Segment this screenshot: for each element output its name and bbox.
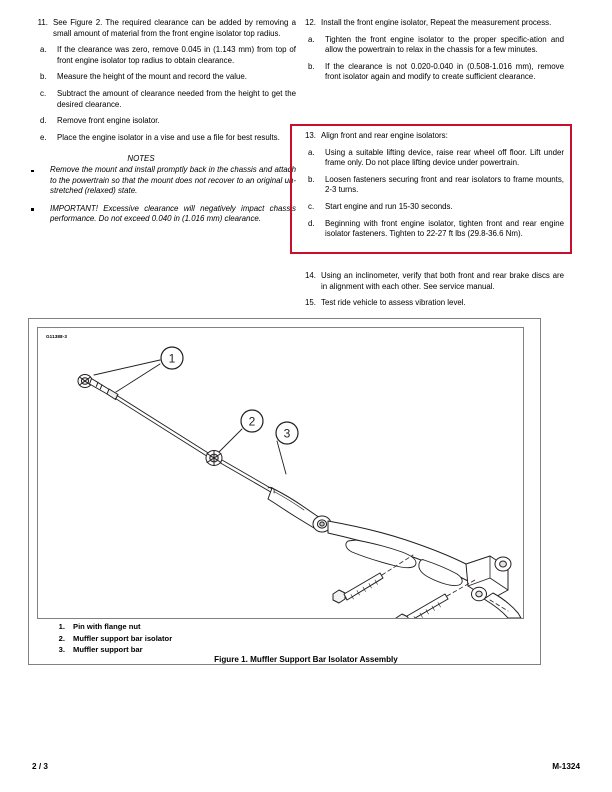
sub-item-text: Using a suitable lifting device, raise rear wheel off floor. Lift under frame only. Do not place lifting device under powertrain.: [325, 147, 564, 168]
sub-item-text: Remove front engine isolator.: [57, 116, 160, 126]
sub-item-letter: c.: [40, 88, 47, 98]
square-bullet-icon: [31, 170, 34, 173]
figure-frame: [28, 318, 541, 665]
sub-item-letter: a.: [308, 34, 315, 44]
list-item-12: [296, 18, 564, 29]
sub-item-letter: d.: [40, 116, 47, 126]
sub-item-letter: c.: [308, 201, 315, 211]
square-bullet-icon: [31, 208, 34, 211]
figure-id-code: G11388-3: [46, 334, 67, 339]
sub-item-letter: d.: [308, 218, 315, 228]
sub-item-12b: [296, 62, 564, 83]
left-column: [28, 18, 296, 232]
sub-item-text: Place the engine isolator in a vise and use a file for best results.: [57, 132, 280, 142]
list-item-number: 14.: [305, 271, 316, 280]
list-item-text: Test ride vehicle to assess vibration level.: [321, 298, 466, 308]
callout-balloon-3: 3: [283, 426, 291, 441]
notes-section: [28, 154, 296, 225]
sub-item-text: Start engine and run 15-30 seconds.: [325, 201, 453, 211]
list-item-number: 12.: [305, 18, 316, 27]
sub-item-letter: b.: [308, 61, 315, 71]
list-item-text: See Figure 2. The required clearance can be added by removing a small amount of material from the front engine isolator top radius.: [53, 18, 296, 38]
sub-item-11e: [28, 133, 296, 144]
sub-item-13d: [296, 219, 564, 240]
legend-item-2: [49, 633, 172, 645]
legend-item-3: [49, 644, 172, 656]
footer-document-number: M-1324: [552, 762, 580, 771]
sub-item-11c: [28, 89, 296, 110]
note-bullet-2: [28, 204, 296, 225]
sub-item-13b: [296, 175, 564, 196]
figure-illustration-frame: [37, 327, 524, 619]
sub-item-letter: a.: [308, 147, 315, 157]
legend-label: Muffler support bar isolator: [73, 633, 173, 643]
list-item-number: 13.: [305, 131, 316, 140]
sub-item-11d: [28, 116, 296, 127]
sub-item-letter: a.: [40, 45, 47, 55]
legend-item-1: [49, 621, 172, 633]
sub-item-text: Loosen fasteners securing front and rear isolators to frame mounts, 2-3 turns.: [325, 174, 564, 195]
list-item-11: [28, 18, 296, 39]
list-item-text: Install the front engine isolator, Repeat the measurement process.: [321, 18, 552, 27]
list-item-14: [296, 271, 564, 292]
sub-item-letter: e.: [40, 132, 47, 142]
callout-balloon-1: 1: [168, 351, 176, 366]
sub-item-11b: [28, 72, 296, 83]
right-column-continued: [296, 271, 564, 315]
sub-item-13a: [296, 148, 564, 169]
sub-item-12a: [296, 35, 564, 56]
note-text: Remove the mount and install promptly back in the chassis and attach to the powertrain so that the mount does not recover to an original un-stretched (relaxed) state.: [50, 165, 296, 196]
muffler-support-bar-assembly-diagram: [38, 328, 524, 619]
note-bullet-1: [28, 165, 296, 197]
list-item-number: 11.: [37, 18, 48, 27]
figure-legend: [49, 621, 172, 656]
legend-label: Pin with flange nut: [73, 622, 141, 631]
legend-number: 3.: [58, 645, 65, 655]
list-item-text: Align front and rear engine isolators:: [321, 131, 448, 140]
sub-item-text: If the clearance was zero, remove 0.045 in (1.143 mm) from top of front engine isolator top radius to obtain clearance.: [57, 45, 296, 65]
sub-item-text: Measure the height of the mount and record the value.: [57, 72, 247, 82]
sub-item-text: If the clearance is not 0.020-0.040 in (0.508-1.016 mm), remove front isolator again and modify to create sufficient clearance.: [325, 61, 564, 82]
sub-item-text: Subtract the amount of clearance needed from the height to get the desired clearance.: [57, 88, 296, 109]
footer-page-number: 2 / 3: [32, 762, 48, 771]
sub-item-letter: b.: [308, 174, 315, 184]
note-text: IMPORTANT! Excessive clearance will negatively impact chassis performance. Do not exceed 0.040 in (1.016 mm) clearance.: [50, 203, 296, 224]
legend-number: 2.: [58, 633, 65, 643]
highlighted-step-13-box: [290, 124, 572, 254]
sub-item-11a: [28, 45, 296, 66]
callout-balloon-2: 2: [248, 414, 256, 429]
legend-label: Muffler support bar: [73, 645, 143, 655]
sub-item-text: Beginning with front engine isolator, tighten front and rear engine isolator fasteners. Tighten to 22-27 ft lbs (29.8-36.6 Nm).: [325, 218, 564, 239]
sub-item-letter: b.: [40, 72, 47, 82]
right-column: [296, 18, 564, 89]
sub-item-text: Tighten the front engine isolator to the proper specific-ation and allow the powertrain to relax in the chassis for a few minutes.: [325, 34, 564, 55]
figure-caption: Figure 1. Muffler Support Bar Isolator Assembly: [214, 655, 398, 664]
list-item-15: [296, 298, 564, 309]
sub-item-13c: [296, 202, 564, 213]
list-item-13: [296, 131, 564, 142]
notes-heading: NOTES: [127, 154, 155, 164]
list-item-number: 15.: [305, 298, 316, 308]
list-item-text: Using an inclinometer, verify that both front and rear brake discs are in alignment with each other. See service manual.: [321, 271, 564, 291]
legend-number: 1.: [58, 622, 65, 631]
